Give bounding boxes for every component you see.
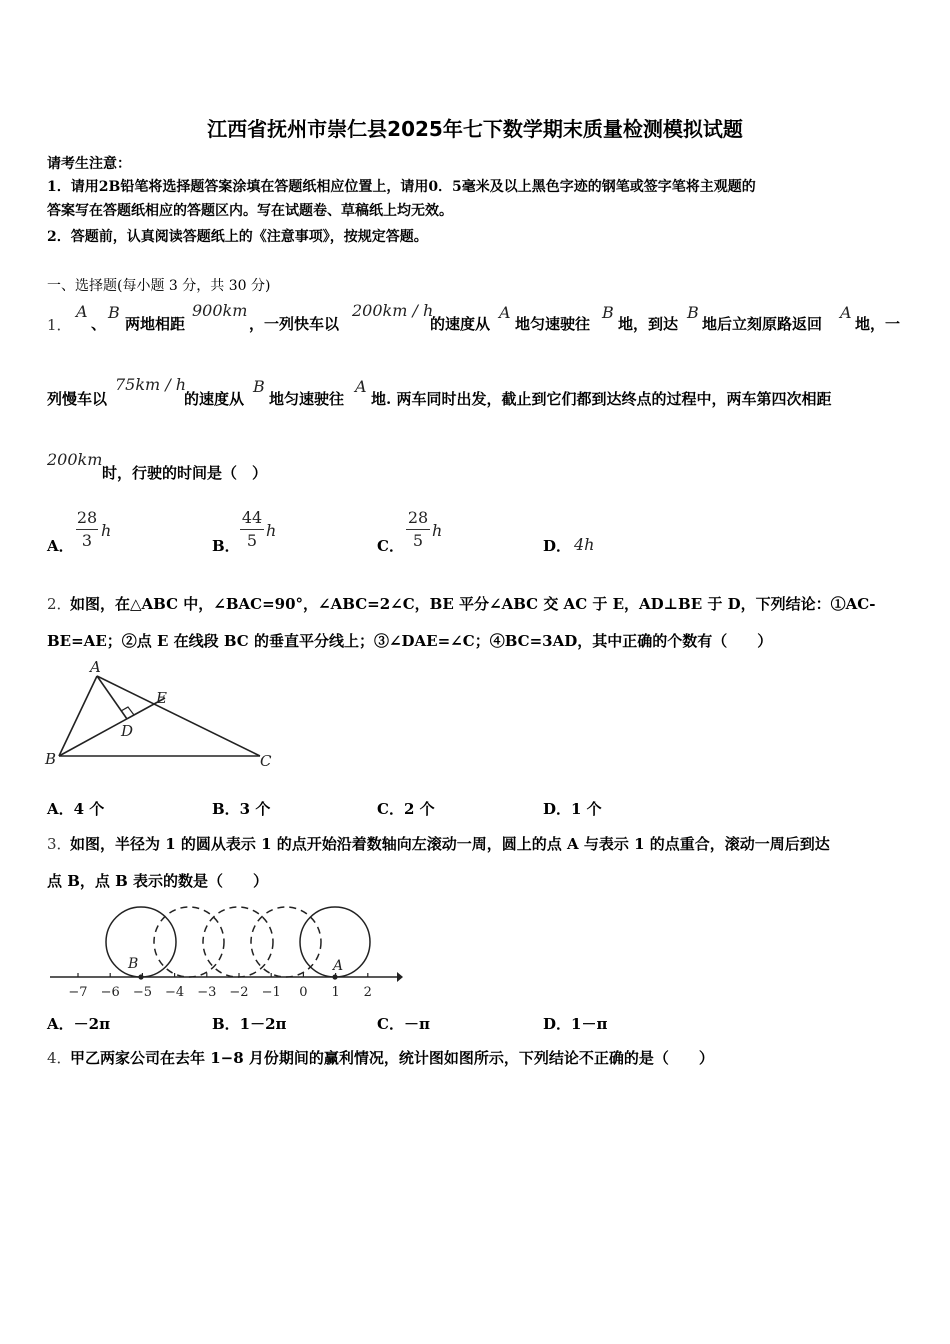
- q2-number: 2．: [47, 595, 72, 613]
- q3-tick-label: −2: [229, 985, 249, 1000]
- q4-line-1: 甲乙两家公司在去年 1−8 月份期间的赢利情况，统计图如图所示，下列结论不正确的是（ ）: [70, 1049, 714, 1067]
- q1-option-b-fraction: 44 5: [241, 508, 263, 550]
- q2-label-a: A: [90, 658, 101, 676]
- q1-number: 1．: [47, 316, 72, 334]
- q1-math-b: B: [108, 303, 120, 322]
- notice-heading: 请考生注意：: [47, 156, 131, 172]
- q3-number: 3．: [47, 835, 72, 853]
- q1-option-b-unit: h: [266, 521, 277, 540]
- q1-option-d-label: D．: [543, 537, 572, 555]
- q3-option-d: D．1－π: [543, 1015, 608, 1033]
- q3-rolling-circles: [154, 907, 321, 977]
- q3-tick-label: 1: [331, 985, 340, 1000]
- q1-text-10: 地匀速驶往: [269, 390, 345, 408]
- q4-number: 4．: [47, 1049, 72, 1067]
- q1-text-6: 地后立刻原路返回: [702, 315, 823, 333]
- q1-option-a-label: A．: [47, 537, 74, 555]
- q1-option-d-value: 4h: [574, 535, 595, 554]
- q3-tick-label: −5: [132, 985, 152, 1000]
- q3-tick-label: −4: [165, 985, 185, 1000]
- q3-option-b: B．1－2π: [212, 1015, 287, 1033]
- q3-line-1: 如图，半径为 1 的圆从表示 1 的点开始沿着数轴向左滚动一周，圆上的点 A 与表示 1 的点重合，滚动一周后到达: [70, 835, 830, 853]
- q1-math-b4: B: [253, 377, 265, 396]
- q2-option-d: D．1 个: [543, 800, 602, 818]
- q1-math-75kmh: 75km / h: [115, 375, 187, 394]
- q2-option-c: C．2 个: [377, 800, 435, 818]
- q1-math-a4: A: [355, 377, 367, 396]
- q1-option-a-unit: h: [101, 521, 112, 540]
- q3-line-2: 点 B，点 B 表示的数是（ ）: [47, 872, 269, 890]
- q1-text-2: ，一列快车以: [249, 315, 340, 333]
- q1-text-11: 地. 两车同时出发，截止到它们都到达终点的过程中，两车第四次相距: [371, 390, 832, 408]
- q1-math-a3: A: [840, 303, 852, 322]
- q3-number-line-figure: [45, 900, 410, 1003]
- q1-text-1: 两地相距: [125, 315, 186, 333]
- q1-math-a2: A: [499, 303, 511, 322]
- q2-option-a: A．4 个: [47, 800, 105, 818]
- q1-text-4: 地匀速驶往: [515, 315, 591, 333]
- section-heading: 一、选择题(每小题 3 分，共 30 分): [47, 278, 271, 294]
- q2-label-b: B: [45, 750, 57, 768]
- q1-option-c-label: C．: [377, 537, 404, 555]
- q2-label-e: E: [156, 689, 167, 707]
- q1-text-3: 的速度从: [430, 315, 491, 333]
- q1-option-c-fraction: 28 5: [407, 508, 429, 550]
- q1-text-12: 时，行驶的时间是（ ）: [102, 464, 268, 482]
- q1-math-a: A: [76, 302, 88, 321]
- q3-option-a: A．－2π: [47, 1015, 111, 1033]
- q1-sep: 、: [91, 315, 107, 333]
- q2-label-d: D: [121, 722, 134, 740]
- q2-option-b: B．3 个: [212, 800, 271, 818]
- q1-option-a-fraction: 28 3: [76, 508, 98, 550]
- q3-label-a: A: [333, 958, 344, 974]
- q3-point-a: [332, 974, 337, 979]
- q3-tick-label: −6: [100, 985, 120, 1000]
- notice-line-1a: 1．请用2B铅笔将选择题答案涂填在答题纸相应位置上，请用0．5毫米及以上黑色字迹的钢笔或签字笔将主观题的: [47, 179, 756, 195]
- q1-math-b2: B: [602, 303, 614, 322]
- q1-option-b-label: B．: [212, 537, 240, 555]
- q3-option-c: C．－π: [377, 1015, 430, 1033]
- q1-text-7: 地，一: [855, 315, 901, 333]
- q3-start-circle: [106, 907, 176, 977]
- notice-line-2: 2．答题前，认真阅读答题纸上的《注意事项》，按规定答题。: [47, 229, 428, 245]
- q1-math-b3: B: [687, 303, 699, 322]
- q3-tick-label: 2: [363, 985, 372, 1000]
- q1-text-5: 地，到达: [618, 315, 679, 333]
- q3-tick-label: −1: [261, 985, 281, 1000]
- q2-line-1: 如图，在△ABC 中，∠BAC=90°，∠ABC=2∠C，BE 平分∠ABC 交 AC 于 E，AD⊥BE 于 D，下列结论：①AC-: [70, 595, 876, 613]
- notice-line-1b: 答案写在答题纸相应的答题区内。写在试题卷、草稿纸上均无效。: [47, 203, 453, 219]
- q1-math-200km: 200km: [47, 450, 103, 469]
- q3-tick-label: −7: [68, 985, 88, 1000]
- q3-point-b: [138, 974, 143, 979]
- q1-math-200kmh: 200km / h: [352, 301, 434, 320]
- q3-label-b: B: [128, 956, 139, 972]
- page-title: 江西省抚州市崇仁县2025年七下数学期末质量检测模拟试题: [207, 117, 743, 141]
- q3-axis-arrow-icon: [397, 972, 403, 982]
- q3-tick-label: −3: [197, 985, 217, 1000]
- q1-option-c-unit: h: [432, 521, 443, 540]
- q1-text-8: 列慢车以: [47, 390, 108, 408]
- q2-line-2: BE=AE；②点 E 在线段 BC 的垂直平分线上；③∠DAE=∠C；④BC=3AD，其中正确的个数有（ ）: [47, 632, 773, 650]
- q2-triangle-lines: [59, 676, 260, 756]
- q2-triangle-figure: [40, 656, 280, 774]
- q1-math-900km: 900km: [192, 301, 248, 320]
- q2-label-c: C: [260, 752, 272, 770]
- q3-tick-label: 0: [299, 985, 308, 1000]
- q1-text-9: 的速度从: [184, 390, 245, 408]
